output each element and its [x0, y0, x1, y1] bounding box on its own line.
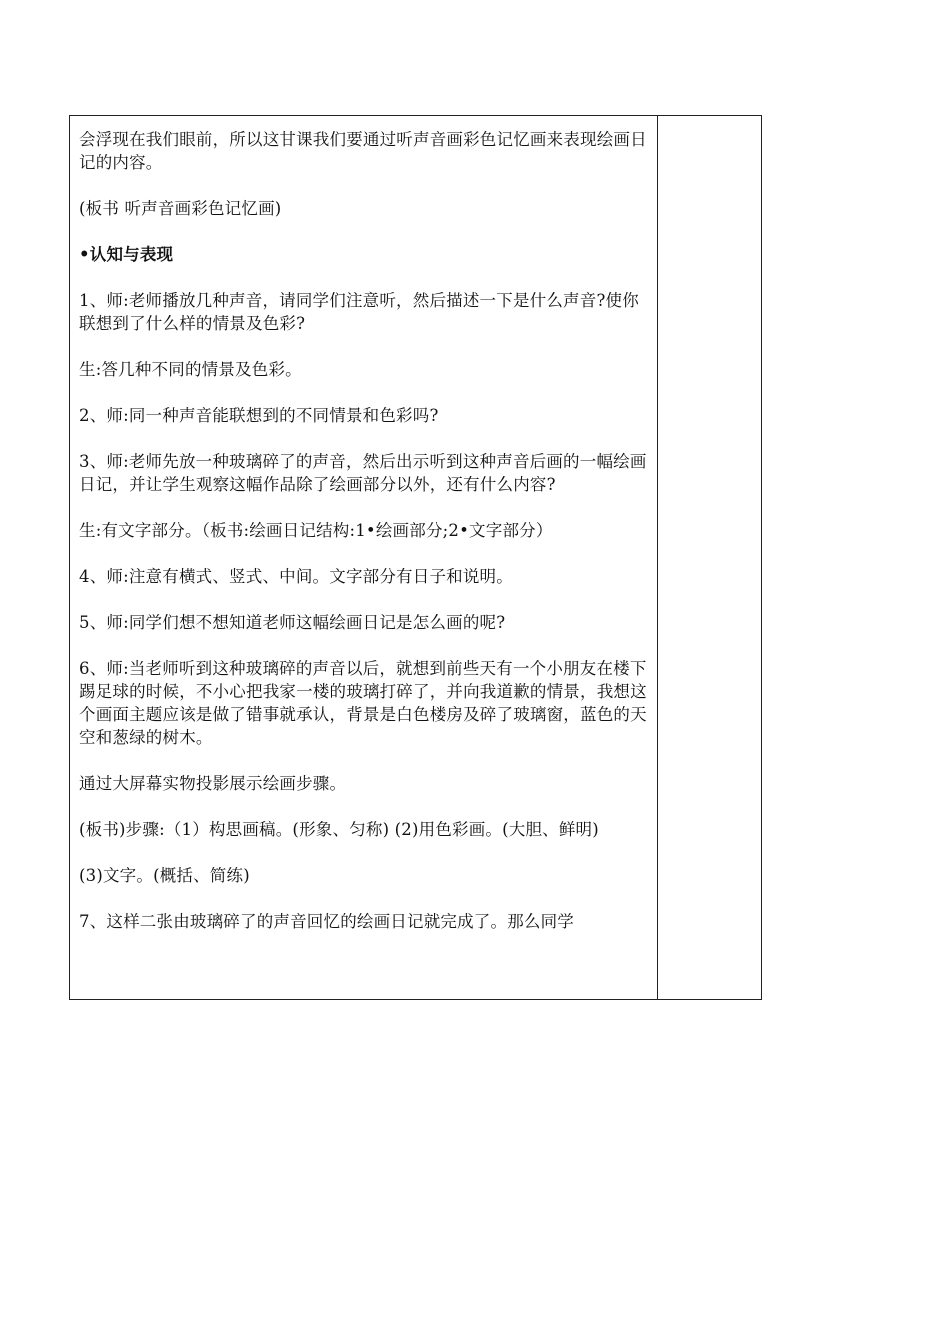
spacer	[79, 542, 649, 565]
paragraph-step-6: 6、师:当老师听到这种玻璃碎的声音以后，就想到前些天有一个小朋友在楼下踢足球的时候，不小心把我家一楼的玻璃打碎了，并向我道歉的情景，我想这个画面主题应该是做了错事就承认，背景是白色楼房及碎了玻璃窗，蓝色的天空和葱绿的树木。	[79, 659, 647, 747]
paragraph-steps-blackboard: (板书)步骤:（1）构思画稿。(形象、匀称) (2)用色彩画。(大胆、鲜明)	[79, 820, 599, 839]
paragraph-intro: 会浮现在我们眼前，所以这甘课我们要通过听声音画彩色记忆画来表现绘画日记的内容。	[79, 130, 647, 172]
notes-cell	[658, 116, 761, 999]
paragraph-step-5: 5、师:同学们想不想知道老师这幅绘画日记是怎么画的呢?	[79, 613, 506, 632]
paragraph-step-1: 1、师:老师播放几种声音，请同学们注意听，然后描述一下是什么声音?使你联想到了什么样的情景及色彩?	[79, 291, 639, 333]
paragraph-steps-text: (3)文字。(概括、简练)	[79, 866, 250, 885]
paragraph-step-7: 7、这样二张由玻璃碎了的声音回忆的绘画日记就完成了。那么同学	[79, 912, 574, 931]
lesson-content-cell	[70, 116, 658, 999]
paragraph-blackboard-title: (板书 听声音画彩色记忆画)	[79, 199, 282, 218]
lesson-table	[69, 115, 762, 1000]
spacer	[79, 634, 649, 657]
spacer	[79, 588, 649, 611]
paragraph-projection: 通过大屏幕实物投影展示绘画步骤。	[79, 774, 347, 793]
spacer	[79, 795, 649, 818]
paragraph-step-3: 3、师:老师先放一种玻璃碎了的声音，然后出示听到这种声音后画的一幅绘画日记，并让学生观察这幅作品除了绘画部分以外，还有什么内容?	[79, 452, 647, 494]
spacer	[79, 335, 649, 358]
paragraph-step-2: 2、师:同一种声音能联想到的不同情景和色彩吗?	[79, 406, 439, 425]
spacer	[79, 749, 649, 772]
paragraph-student-answer-2: 生:有文字部分。（板书:绘画日记结构:1•绘画部分;2•文字部分）	[79, 521, 553, 540]
spacer	[79, 220, 649, 243]
section-heading: •认知与表现	[79, 245, 174, 264]
paragraph-student-answer-1: 生:答几种不同的情景及色彩。	[79, 360, 302, 379]
spacer	[79, 427, 649, 450]
spacer	[79, 266, 649, 289]
spacer	[79, 381, 649, 404]
spacer	[79, 887, 649, 910]
spacer	[79, 841, 649, 864]
spacer	[79, 174, 649, 197]
paragraph-step-4: 4、师:注意有横式、竖式、中间。文字部分有日子和说明。	[79, 567, 513, 586]
spacer	[79, 496, 649, 519]
